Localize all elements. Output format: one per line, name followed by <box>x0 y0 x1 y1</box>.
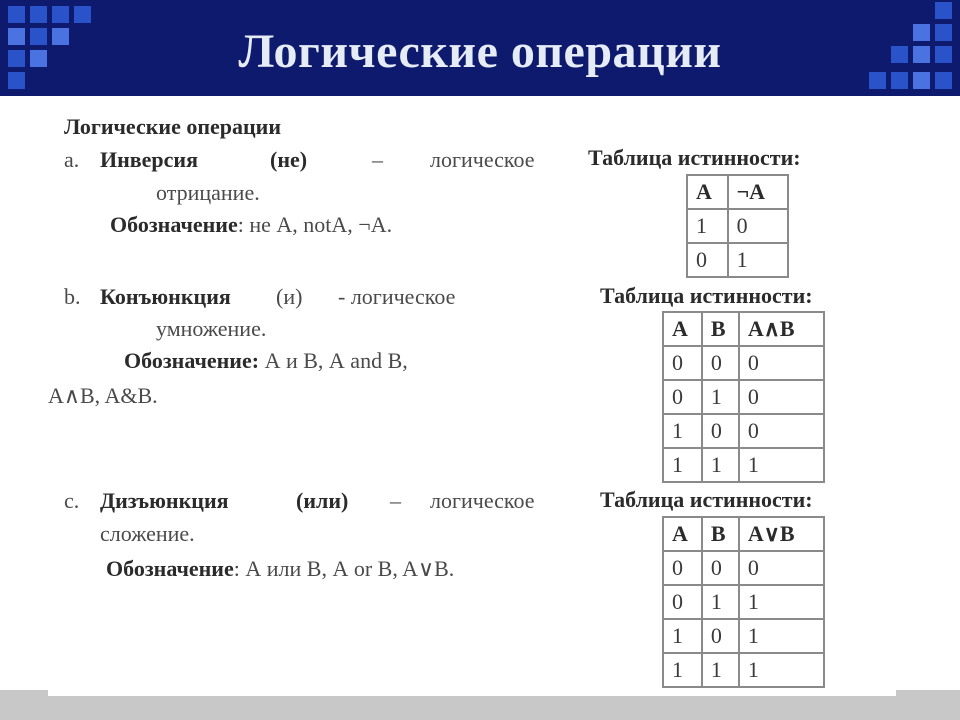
table-cell: 0 <box>739 380 824 414</box>
conjunction-notation-text-2: A∧B, A&B. <box>48 383 158 408</box>
table-row <box>663 619 824 653</box>
table-row <box>663 551 824 585</box>
disjunction-notation-label: Обозначение <box>106 556 234 581</box>
table-row <box>663 448 824 482</box>
table-header-cell: A∨B <box>739 517 824 551</box>
conjunction-desc-1: - логическое <box>338 284 456 309</box>
inversion-term-paren: (не) <box>270 147 308 172</box>
conjunction-desc-2: умножение. <box>156 316 267 341</box>
inversion-desc-1: логическое <box>430 147 535 172</box>
slide-header <box>0 0 960 96</box>
disjunction-dash: – <box>390 488 401 513</box>
table-cell: 1 <box>663 653 702 687</box>
inversion-notation-label: Обозначение <box>110 212 238 237</box>
table-header-row <box>687 175 788 209</box>
disjunction-term: Дизъюнкция <box>100 488 229 513</box>
table-header-cell: ¬A <box>728 175 788 209</box>
table-cell: 0 <box>728 209 788 243</box>
table-cell: 0 <box>702 551 739 585</box>
table-cell: 1 <box>663 414 702 448</box>
table-cell: 1 <box>728 243 788 277</box>
table-cell: 0 <box>702 414 739 448</box>
table-row <box>687 243 788 277</box>
table-cell: 1 <box>739 619 824 653</box>
disjunction-term-paren: (или) <box>296 488 349 513</box>
inversion-truth-table <box>686 174 789 278</box>
table-cell: 1 <box>702 380 739 414</box>
conjunction-notation-label: Обозначение: <box>124 348 260 373</box>
conjunction-marker: b. <box>64 284 81 309</box>
disjunction-notation <box>106 556 454 582</box>
table-cell: 1 <box>739 448 824 482</box>
disjunction-desc-1: логическое <box>430 488 535 513</box>
table-row <box>663 346 824 380</box>
conjunction-notation-text-1: А и В, А and B, <box>264 348 408 373</box>
table-row <box>687 209 788 243</box>
table-cell: 0 <box>739 414 824 448</box>
table-cell: 0 <box>739 551 824 585</box>
table-cell: 1 <box>687 209 728 243</box>
inversion-marker: a. <box>64 147 80 172</box>
table-header-cell: A <box>687 175 728 209</box>
inversion-table-title: Таблица истинности: <box>588 145 801 170</box>
disjunction-marker: c. <box>64 488 80 513</box>
disjunction-truth-table <box>662 516 825 688</box>
table-cell: 0 <box>663 551 702 585</box>
table-cell: 1 <box>702 448 739 482</box>
table-cell: 1 <box>739 585 824 619</box>
table-header-row <box>663 312 824 346</box>
table-header-cell: A <box>663 517 702 551</box>
table-cell: 0 <box>739 346 824 380</box>
table-cell: 1 <box>663 448 702 482</box>
conjunction-term: Конъюнкция <box>100 284 231 309</box>
inversion-notation <box>110 212 392 238</box>
table-cell: 1 <box>739 653 824 687</box>
table-header-cell: A∧B <box>739 312 824 346</box>
table-cell: 0 <box>687 243 728 277</box>
conjunction-term-paren: (и) <box>276 284 303 309</box>
table-header-cell: A <box>663 312 702 346</box>
disjunction-notation-text: : А или В, А or B, A∨B. <box>233 556 455 581</box>
doc-heading: Логические операции <box>64 114 282 139</box>
conjunction-table-title: Таблица истинности: <box>600 283 813 308</box>
table-cell: 0 <box>663 380 702 414</box>
table-cell: 0 <box>663 346 702 380</box>
table-row <box>663 380 824 414</box>
table-cell: 0 <box>663 585 702 619</box>
table-header-cell: B <box>702 312 739 346</box>
table-cell: 0 <box>702 619 739 653</box>
table-cell: 1 <box>702 653 739 687</box>
disjunction-desc-2: сложение. <box>100 521 195 546</box>
table-row <box>663 414 824 448</box>
disjunction-table-title: Таблица истинности: <box>600 487 813 512</box>
conjunction-truth-table <box>662 311 825 483</box>
table-row <box>663 585 824 619</box>
table-header-row <box>663 517 824 551</box>
table-cell: 1 <box>702 585 739 619</box>
table-row <box>663 653 824 687</box>
table-header-cell: B <box>702 517 739 551</box>
table-cell: 1 <box>663 619 702 653</box>
inversion-term: Инверсия <box>100 147 199 172</box>
conjunction-notation <box>124 348 408 374</box>
document-bottom-edge <box>48 690 896 696</box>
inversion-desc-2: отрицание. <box>156 180 260 205</box>
inversion-dash: – <box>372 147 383 172</box>
inversion-notation-text: : не А, notA, ¬А. <box>237 212 393 237</box>
slide-title: Логические операции <box>238 25 722 78</box>
table-cell: 0 <box>702 346 739 380</box>
